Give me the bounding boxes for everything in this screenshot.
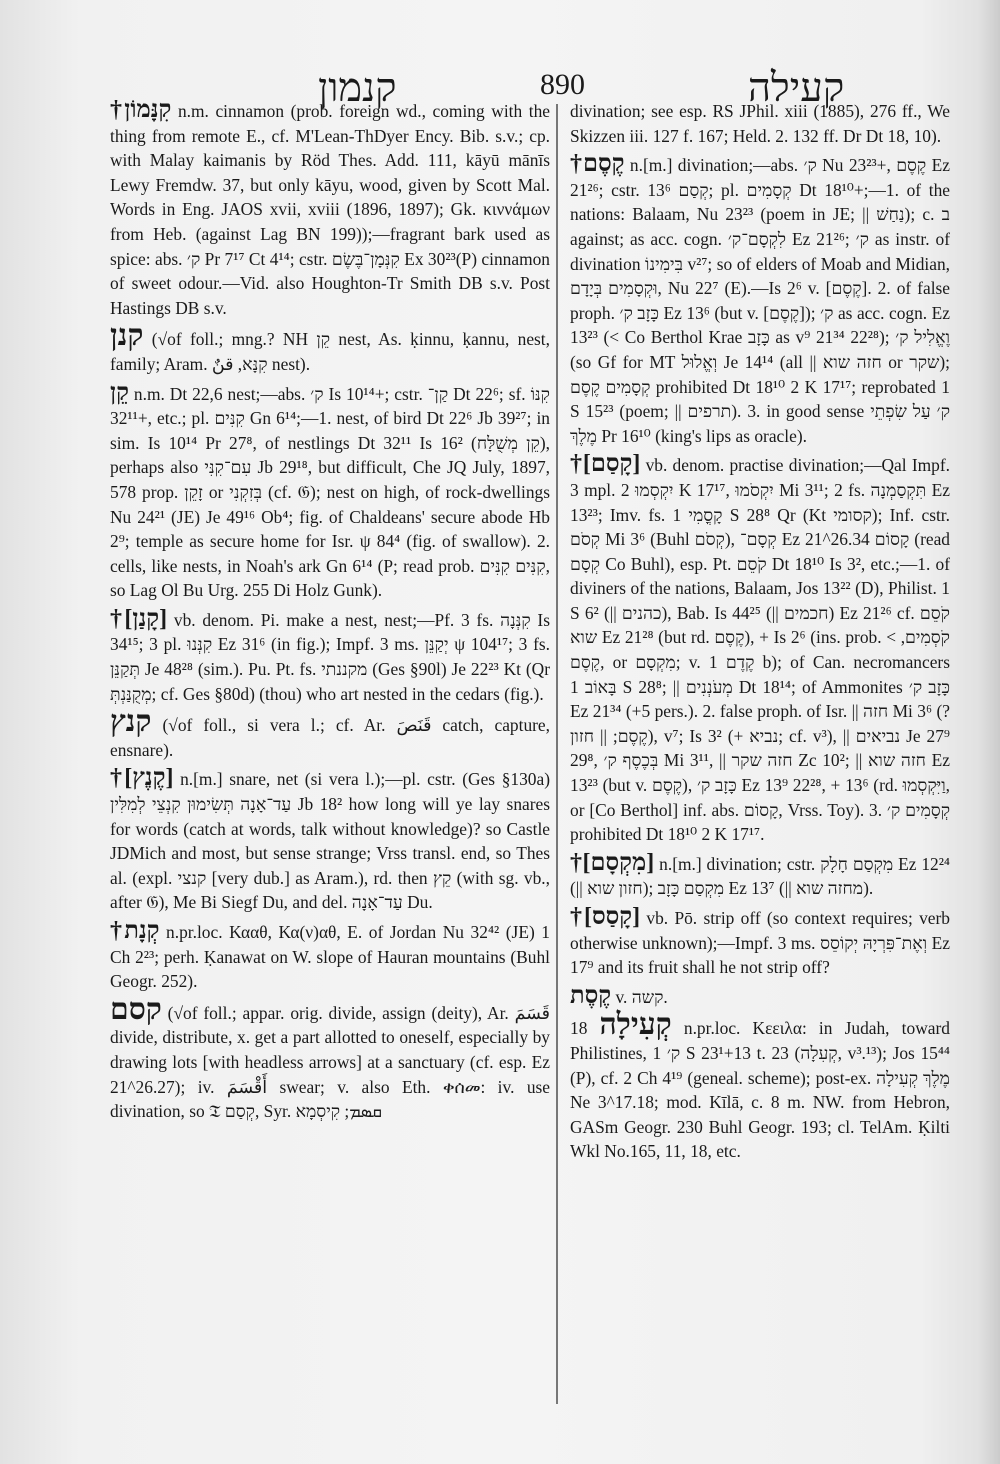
root-headword: קסם — [110, 992, 162, 1026]
root-qnn — [110, 319, 550, 376]
entry-text: n.[m.] snare, net (si vera l.);—pl. cstr. (Ges §130a) עַד־אָנָה תְּשִׂימוּן קִנְצֵי לְמִלִּין Jb 18² how long will ye lay snares for words (catch at words, talk without knowledge)? so Castle JDMich and most, but sense strange; Vrss transl. end, so Thes al. (expl. קנצי [very dub.] as Aram.), rd. then קֵץ (with sg. vb., after 𝔊), Me Bi Siegf Du, and del. עַד־אָנָה Du. — [110, 769, 550, 913]
entry-text: n.[m.] divination;—abs. ק׳ Nu 23²³+, קֶסֶם Ez 21²⁶; cstr. קְסַם 13⁶; pl. קְסָמִים Dt 18¹⁰+;—1. of the nations: Balaam, Nu 23²³ (poem in JE; || נַחַשׁ); c. ב against; as acc. cogn. לִקְסָם־ק׳ Ez 21²⁶; ק׳ as instr. of divination בִּימִינוֹ v²⁷; so of elders of Moab and Midian, וּקְסָמִים בְּיָדָם, Nu 22⁷ (E).—Is 2⁶ v. [קֶסֶם]. 2. of false proph. כָּזָב ק׳ Ez 13⁶ (but v. [קֶסֶם]); ק׳ as acc. cogn. Ez 13²³ (< Co Berthol Krae כָּזָב as v⁹ 21³⁴ 22²⁸); וֶאֱלִיל ק׳ (so Gf for MT וְאֱלוּל Je 14¹⁴ (all || חזה שוא or שקר); קְסָמִים קֶסֶם prohibited Dt 18¹⁰ 2 K 17¹⁷; reprobated 1 S 15²³ (poem; || תרפים). 3. in good sense ק׳ עַל שִׂפְתֵי מֶלֶךְ Pr 16¹⁰ (king's lips as oracle). — [570, 155, 950, 446]
entry-keilah — [570, 1008, 950, 1164]
entry-text: n.pr.loc. Κααθ, Κα(ν)αθ, E. of Jordan Nu 32⁴² (JE) 1 Ch 2²³; perh. Ḳanawat on W. slope of Hauran mountains (Buhl Geogr. 252). — [110, 922, 550, 992]
headword: †[קָסַס] — [570, 904, 641, 930]
entry-kenath — [110, 919, 550, 994]
entry-text: (√of foll.; appar. orig. divide, assign (deity), Ar. قَسَمَ divide, distribute, x. get a part allotted to oneself, especially by drawing lots [with headless arrows] at a sanctuary (cf. esp. Ez 21^26.27); iv. أَقْسَمَ swear; v. also Eth. ቀሰመ: iv. use divination, so 𝔗 קְסַם, Syr. ܩܣܡ; קִיסְמָא — [110, 1002, 550, 1122]
entry-cinnamon — [110, 98, 550, 320]
header-left-word: קנמון — [318, 65, 397, 110]
headword: †[קָנַן] — [110, 605, 168, 632]
entry-text: vb. Pō. strip off (so context requires; verb otherwise unknown);—Impf. 3 ms. וְאֶת־פִּרְיָהּ יְקוֹסֵס Ez 17⁹ and its fruit shall he not strip off? — [570, 908, 950, 978]
entry-text: divination; see esp. RS JPhil. xiii (1885), 276 ff., We Skizzen iii. 127 f. 167; Held. 2. 132 ff. Dr Dt 18, 10). — [570, 101, 950, 146]
entry-text: n.m. cinnamon (prob. foreign wd., coming with the thing from remote E., cf. M'Lean-ThDyer Ency. Bib. s.v.; cp. with Malay kaimanis by Röd Thes. Add. 111, kāyū mānīs Lewy Fremdw. 37, but only kāyu, wood, given by Scott Mal. Words in Eng. JAOS xvii, xviii (1896, 1897); Gk. κιννάμων from Heb. (against Lag BN 199));—fragrant bark used as spice: abs. ק׳ Pr 7¹⁷ Ct 4¹⁴; cstr. קִנְּמָן־בֶּשֶׂם Ex 30²³(P) cinnamon of sweet odour.—Vid. also Houghton-Tr Smith DB s.v. Post Hastings DB s.v. — [110, 101, 550, 318]
entry-divination-noun — [570, 152, 950, 448]
entry-continuation — [570, 98, 950, 148]
entry-nest — [110, 381, 550, 603]
entry-strip-off — [570, 905, 950, 980]
page-number: 890 — [540, 68, 585, 101]
entry-make-nest — [110, 607, 550, 706]
entry-miqsam — [570, 851, 950, 901]
entry-text: vb. denom. Pi. make a nest, nest;—Pf. 3 fs. קִנְּנָה Is 34¹⁵; 3 pl. קִנְּנוּ Ez 31⁶ (in fig.); Impf. 3 ms. יְקַנֵּן ψ 104¹⁷; 3 fs. תְּקַנֵּן Je 48²⁸ (sim.). Pu. Pt. fs. מקננתי (Ges §90l) Je 22²³ Kt (Qr מְקֻנַּנְתְּ; cf. Ges §80d) (thou) who art nested in the cedars (fig.). — [110, 609, 550, 704]
headword: †קֶסֶם — [570, 151, 625, 178]
page-edge-shadow — [978, 0, 1000, 1464]
right-column — [570, 98, 950, 1398]
header-right-word: קעילה — [748, 65, 845, 110]
entry-text: n.m. Dt 22,6 nest;—abs. ק׳ Is 10¹⁴+; cstr. קַן־ Dt 22⁶; sf. קִנּוֹ 32¹¹+, etc.; pl. קִנִּים Gn 6¹⁴;—1. nest, of bird Dt 22⁶ Jb 39²⁷; in sim. Is 10¹⁴ Pr 27⁸, of nestlings Dt 32¹¹ Is 16² (קֵן מְשֻׁלָּח), perhaps also עִם־קִנִּי Jb 29¹⁸, but difficult, Che JQ July, 1897, 578 prop. זָקֵן or בְּזִקְנִי (cf. 𝔊); nest on high, of rock-dwellings Nu 24²¹ (JE) Je 49¹⁶ Ob⁴; fig. of Chaldeans' secure abode Hb 2⁹; temple as secure home for Isr. ψ 84⁴ (fig. of swallow). 2. cells, like nests, in Noah's ark Gn 6¹⁴ (P; read prob. קִנִּים קִנִּים, so Lag Ol Bu Urg. 255 Di Holz Gunk). — [110, 383, 550, 601]
entry-text: n.[m.] divination; cstr. מִקְסַם חָלָק Ez 12²⁴ (|| חזון שוא); מִקְסַם כָּזָב Ez 13⁷ (|| מחזה שוא). — [570, 853, 950, 899]
headword: †[קֶנֶץ] — [110, 765, 174, 792]
headword: †קִנָּמוֹן — [110, 98, 172, 123]
headword: קֶסֶת — [570, 982, 612, 1009]
column-divider — [556, 104, 558, 1404]
entry-text: (√of foll., si vera l.; cf. Ar. قَنَصَ catch, capture, ensnare). — [110, 715, 550, 760]
headword: †קְנָת — [110, 918, 160, 944]
headword: †[מִקְסָם] — [570, 849, 655, 876]
headword: קֵן — [110, 379, 129, 406]
root-headword: קנץ — [110, 705, 152, 739]
root-qnts — [110, 705, 550, 762]
entry-practise-divination — [570, 452, 950, 847]
headword: קְעִילָה — [599, 1008, 672, 1042]
left-column — [110, 98, 550, 1398]
entry-text: v. קשה. — [611, 986, 668, 1007]
root-qsm — [110, 992, 550, 1124]
entry-text: (√of foll.; mng.? NH קֵן nest, As. ḳinnu, ḳannu, nest, family; Aram. קִנָּא, قنٌ nest). — [110, 329, 550, 374]
entry-text: vb. denom. practise divination;—Qal Impf. 3 mpl. יִקְסְמוּ 2 K 17¹⁷, יִקְסֹמוּ Mi 3¹¹; 2 fs. תִּקְסַמְנָה Ez 13²³; Imv. fs. קָסֳמִי 1 S 28⁸ Qr (Kt קסומי); Inf. cstr. קְסֹם Mi 3⁶ (Buhl קְסֹם), קְסָם־ Ez 21^26.34 קָסוֹם (read קְסָם Co Buhl), esp. Pt. קֹסֵם Dt 18¹⁰ Is 3², etc.;—1. of diviners of the nations, Balaam, Jos 13²² (D), Philist. 1 S 6² (|| כהנים), Bab. Is 44²⁵ (|| חכמים) Ez 21²⁶ cf. קֹסֵם שוא Ez 21²⁸ (but rd. קֶסֶם), + Is 2⁶ (ins. prob. קֹסְמִים, > קֶסֶם, or מִקְסָם; v. קֶדֶם 1 b); of Can. necromancers בָּאוֹב 1 S 28⁸; || מְעֹנְנִים Dt 18¹⁴; of Ammonites כָּזָב ק׳ Ez 21³⁴ (+5 pers.). 2. false proph. of Isr. || חזה Mi 3⁶ (? קֶסֶם; || חזון), v⁷; Is 3² (+ נביא; cf. v³), || נביאים Je 27⁹ 29⁸, בְּכֶסֶף ק׳ Mi 3¹¹, || חזה שקר Zc 10²; || חזה שוא Ez 13²³ (but v. קֶסֶם), כָּזָב ק׳ Ez 13⁹ 22²⁸, + 13⁶ (rd. וַיִּקְסְמוּ, or [Co Berthol] inf. abs. קָסוֹם, Vrss. Toy). 3. קְסָמִים ק׳ prohibited Dt 18¹⁰ 2 K 17¹⁷. — [570, 455, 950, 845]
entry-text: 18 n.pr.loc. Κεειλα: in Judah, toward Philistines, ק׳ 1 S 23¹+13 t. 23 (קְעִלָה, v³.¹³); Jos 15⁴⁴ (P), cf. 2 Ch 4¹⁹ (geneal. scheme); post-ex. מֶלֶךְ קְעִילָה Ne 3^17.18; mod. Kīlā, c. 8 m. NW. from Hebron, GASm Geogr. 230 Buhl Geogr. 193; cl. TelAm. Ḳilti Wkl No.165, 11, 18, etc. — [570, 1018, 950, 1162]
entry-snare — [110, 766, 550, 915]
headword: †[קָסַם] — [570, 451, 641, 478]
entry-qeseth — [570, 984, 950, 1010]
root-headword: קנן — [110, 319, 144, 353]
